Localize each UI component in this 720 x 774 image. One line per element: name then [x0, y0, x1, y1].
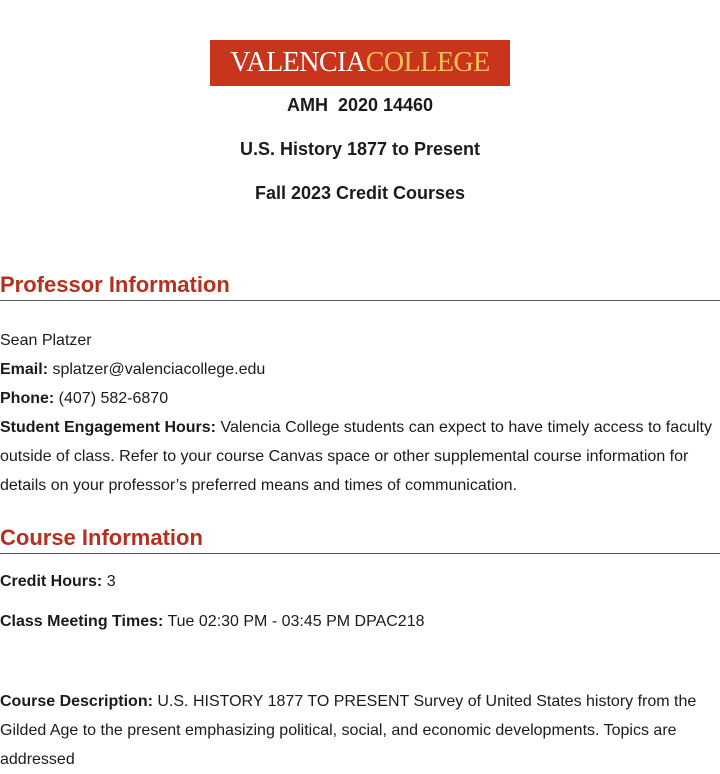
valencia-college-logo [210, 40, 510, 86]
credit-hours-label: Credit Hours: [0, 573, 103, 590]
course-description-text: U.S. HISTORY 1877 TO PRESENT Survey of United States history from the Gilded Age to the present emphasizing political, social, and economic developments. Topics are addressed [0, 693, 697, 768]
meeting-times-value: Tue 02:30 PM - 03:45 PM DPAC218 [167, 613, 425, 630]
course-title: U.S. History 1877 to Present [239, 139, 481, 159]
professor-phone: (407) 582-6870 [58, 390, 169, 407]
professor-email: splatzer@valenciacollege.edu [52, 361, 266, 378]
logo-text-valencia: VALENCIA [230, 47, 366, 78]
professor-email-row [0, 355, 720, 384]
engagement-hours-label: Student Engagement Hours: [0, 419, 217, 436]
email-label: Email: [0, 361, 49, 378]
credit-hours-value: 3 [106, 573, 116, 590]
professor-phone-row [0, 384, 720, 413]
professor-name: Sean Platzer [0, 332, 92, 349]
course-term: Fall 2023 Credit Courses [254, 183, 466, 203]
professor-information-heading: Professor Information [0, 272, 720, 301]
phone-label: Phone: [0, 390, 55, 407]
course-information-heading: Course Information [0, 525, 720, 554]
course-code: AMH 2020 14460 [286, 95, 434, 115]
course-description-row [0, 687, 712, 774]
meeting-times-row [0, 607, 720, 636]
engagement-hours-row [0, 413, 712, 500]
meeting-times-label: Class Meeting Times: [0, 613, 164, 630]
course-description-label: Course Description: [0, 693, 153, 710]
logo-text-college: COLLEGE [365, 47, 490, 78]
engagement-hours-text: Valencia College students can expect to have timely access to faculty outside of class. Refer to your course Canvas space or other supplemental course information for details on your professor’s preferred means and times of communication. [0, 419, 712, 494]
credit-hours-row [0, 567, 720, 596]
